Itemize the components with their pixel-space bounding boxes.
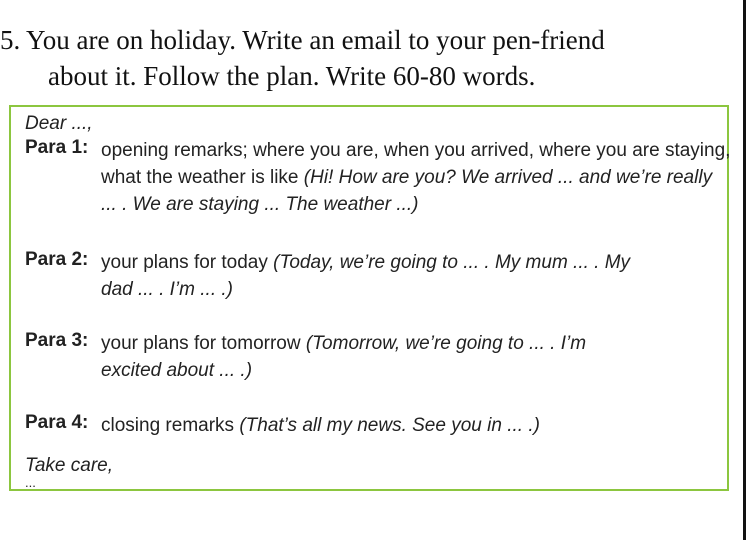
para-4-description: closing remarks bbox=[101, 415, 240, 436]
task-line-1: 5. You are on holiday. Write an email to your pen-friend bbox=[0, 25, 605, 55]
para-1-example: (Hi! How are you? We arrived ... and we’re really ... . We are staying ... The weather ...) bbox=[101, 167, 713, 215]
para-2-example: (Today, we’re going to ... . My mum ... . My dad ... . I’m ... .) bbox=[101, 252, 631, 300]
para-1-label: Para 1: bbox=[25, 137, 89, 158]
para-4-label: Para 4: bbox=[25, 412, 89, 433]
para-4-example: (That’s all my news. See you in ... .) bbox=[239, 415, 540, 436]
task-line-2: about it. Follow the plan. Write 60-80 words. bbox=[48, 61, 536, 91]
para-3-description: your plans for tomorrow bbox=[101, 333, 306, 354]
para-1-description: opening remarks; where you are, when you arrived, where you are staying, what the weather is like bbox=[101, 140, 731, 188]
para-3-text bbox=[101, 330, 641, 384]
task-instruction bbox=[0, 22, 744, 94]
para-3-label: Para 3: bbox=[25, 330, 89, 351]
para-2-description: your plans for today bbox=[101, 252, 274, 273]
page-edge-line bbox=[743, 0, 746, 540]
email-plan-box bbox=[9, 105, 729, 491]
signature-placeholder: ... bbox=[25, 475, 36, 490]
para-1-text bbox=[101, 137, 731, 218]
para-2-text bbox=[101, 249, 661, 303]
greeting: Dear ..., bbox=[25, 113, 93, 134]
para-3-example: (Tomorrow, we’re going to ... . I’m excited about ... .) bbox=[101, 333, 587, 381]
para-4-text bbox=[101, 412, 731, 439]
para-2-label: Para 2: bbox=[25, 249, 89, 270]
closing-line: Take care, bbox=[25, 455, 114, 476]
